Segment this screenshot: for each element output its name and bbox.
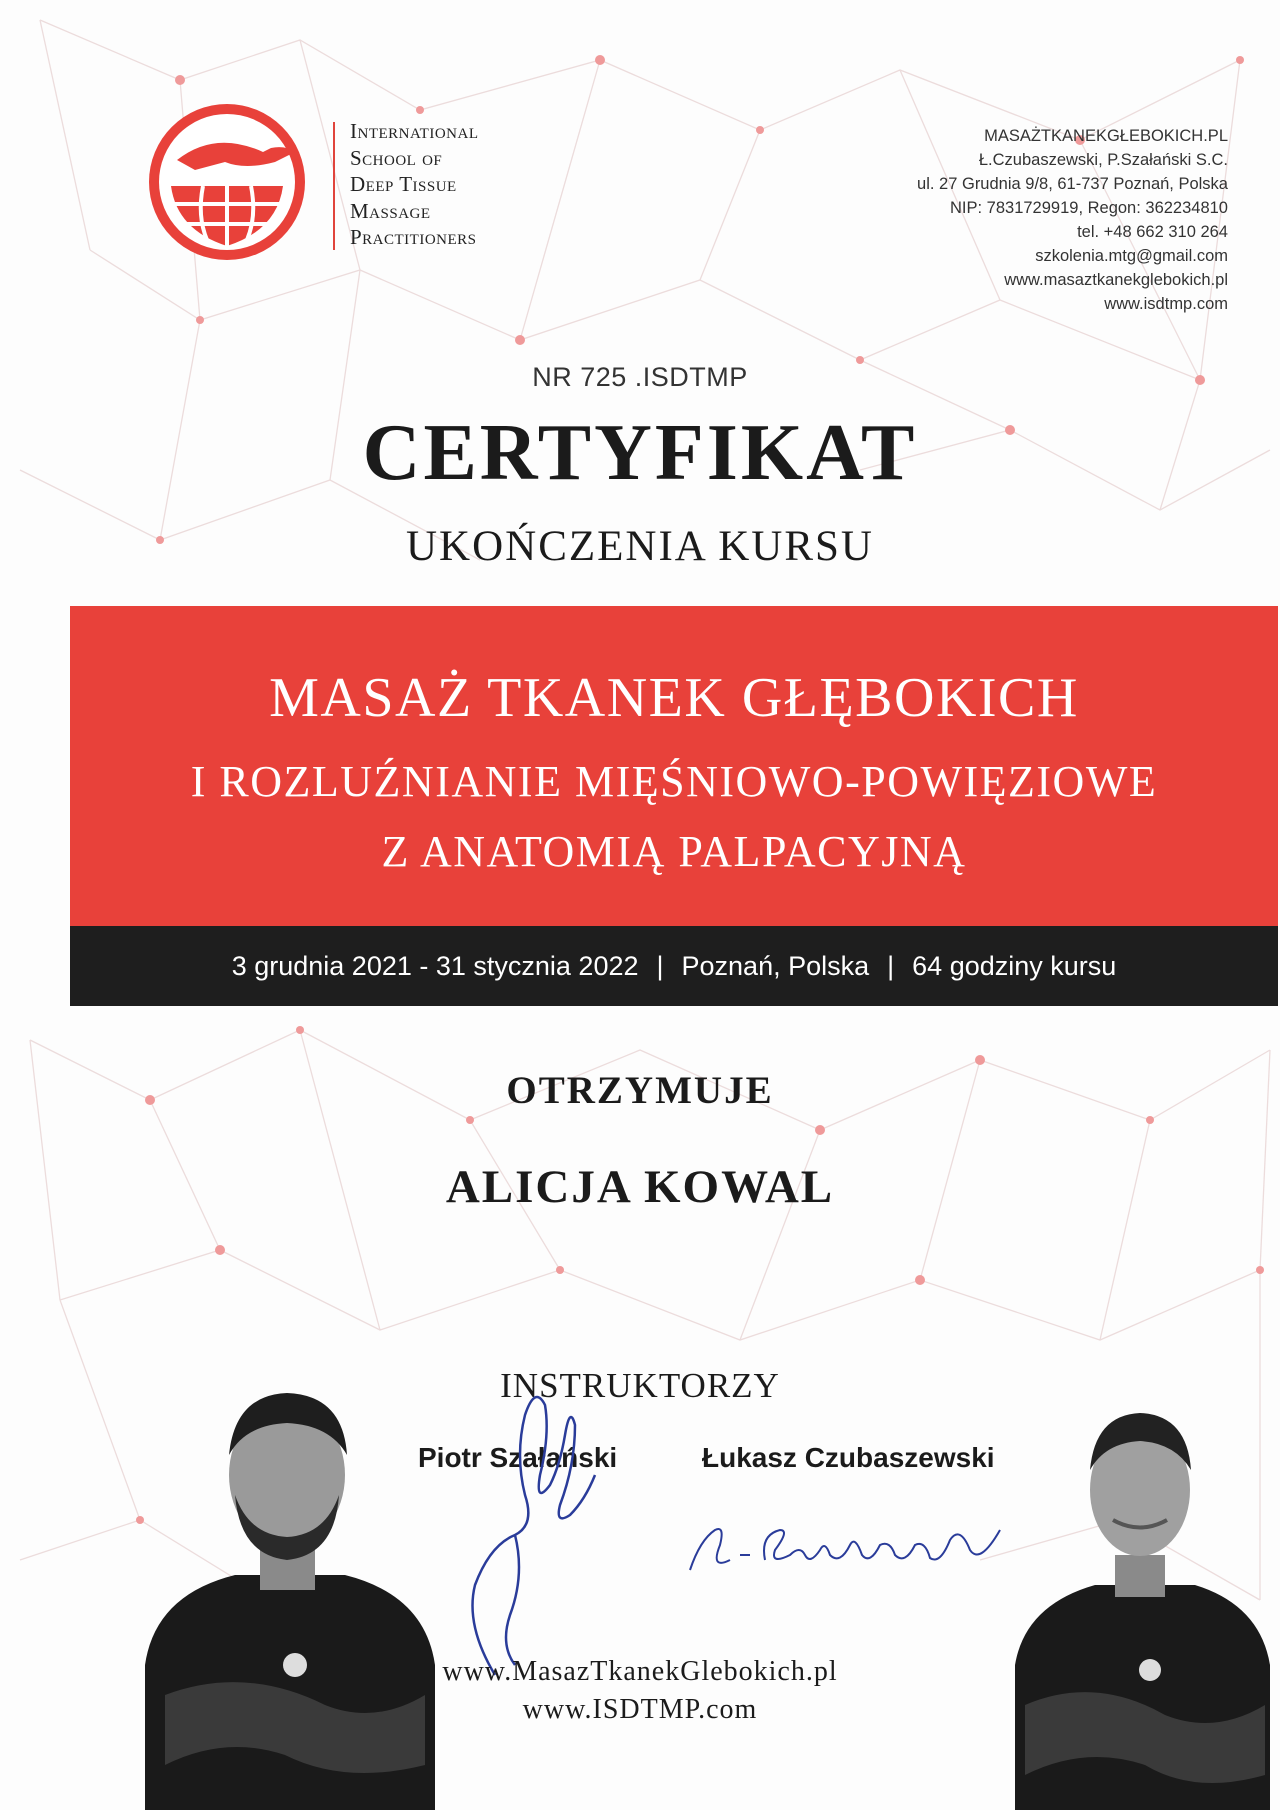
details-separator: | bbox=[656, 950, 664, 981]
contact-line: NIP: 7831729919, Regon: 362234810 bbox=[950, 199, 1228, 217]
school-name bbox=[350, 118, 478, 251]
recipient-name: ALICJA KOWAL bbox=[445, 1161, 835, 1213]
contact-block bbox=[708, 124, 1228, 316]
school-logo bbox=[145, 100, 565, 270]
instructor-name-1: Piotr Szałański bbox=[418, 1442, 618, 1473]
certificate-subtitle: UKOŃCZENIA KURSU bbox=[406, 523, 874, 570]
footer-website-2[interactable]: www.ISDTMP.com bbox=[522, 1694, 758, 1725]
school-name-line: Massage bbox=[350, 198, 431, 223]
instructor-photo-left bbox=[125, 1365, 445, 1810]
contact-line: szkolenia.mtg@gmail.com bbox=[1035, 247, 1228, 265]
signature-1 bbox=[455, 1375, 615, 1680]
course-location: Poznań, Polska bbox=[681, 950, 870, 981]
school-name-line: School of bbox=[350, 145, 443, 170]
course-name-line-3: Z ANATOMIĄ PALPACYJNĄ bbox=[381, 827, 967, 876]
contact-line: MASAŻTKANEKGŁEBOKICH.PL bbox=[984, 127, 1228, 145]
course-name-line-2: I ROZLUŹNIANIE MIĘŚNIOWO-POWIĘZIOWE bbox=[190, 757, 1158, 806]
certificate-number: NR 725 .ISDTMP bbox=[532, 362, 748, 392]
contact-line: www.masaztkanekglebokich.pl bbox=[1004, 271, 1228, 289]
course-dates: 3 grudnia 2021 - 31 stycznia 2022 bbox=[231, 950, 639, 981]
course-hours: 64 godziny kursu bbox=[912, 950, 1117, 981]
signature-2 bbox=[680, 1500, 1010, 1590]
course-details-band bbox=[70, 926, 1278, 1006]
school-name-line: International bbox=[350, 119, 479, 143]
certificate-title: CERTYFIKAT bbox=[362, 409, 918, 497]
contact-line: www.isdtmp.com bbox=[1104, 295, 1228, 313]
contact-line: tel. +48 662 310 264 bbox=[1077, 223, 1228, 241]
logo-divider bbox=[333, 122, 335, 250]
receives-label: OTRZYMUJE bbox=[506, 1069, 774, 1112]
instructor-photo-right bbox=[1005, 1385, 1275, 1810]
instructors-title: INSTRUKTORZY bbox=[500, 1366, 780, 1405]
globe-hand-logo-icon bbox=[145, 100, 310, 265]
course-name-band bbox=[70, 606, 1278, 926]
details-separator: | bbox=[887, 950, 895, 981]
contact-line: Ł.Czubaszewski, P.Szałański S.C. bbox=[978, 151, 1228, 169]
footer-website-1[interactable]: www.MasazTkanekGlebokich.pl bbox=[442, 1656, 838, 1687]
contact-line: ul. 27 Grudnia 9/8, 61-737 Poznań, Polska bbox=[917, 175, 1228, 193]
course-name-line-1: MASAŻ TKANEK GŁĘBOKICH bbox=[269, 667, 1079, 729]
instructor-name-2: Łukasz Czubaszewski bbox=[702, 1442, 995, 1473]
school-name-line: Deep Tissue bbox=[350, 172, 457, 196]
school-name-line: Practitioners bbox=[350, 225, 477, 249]
